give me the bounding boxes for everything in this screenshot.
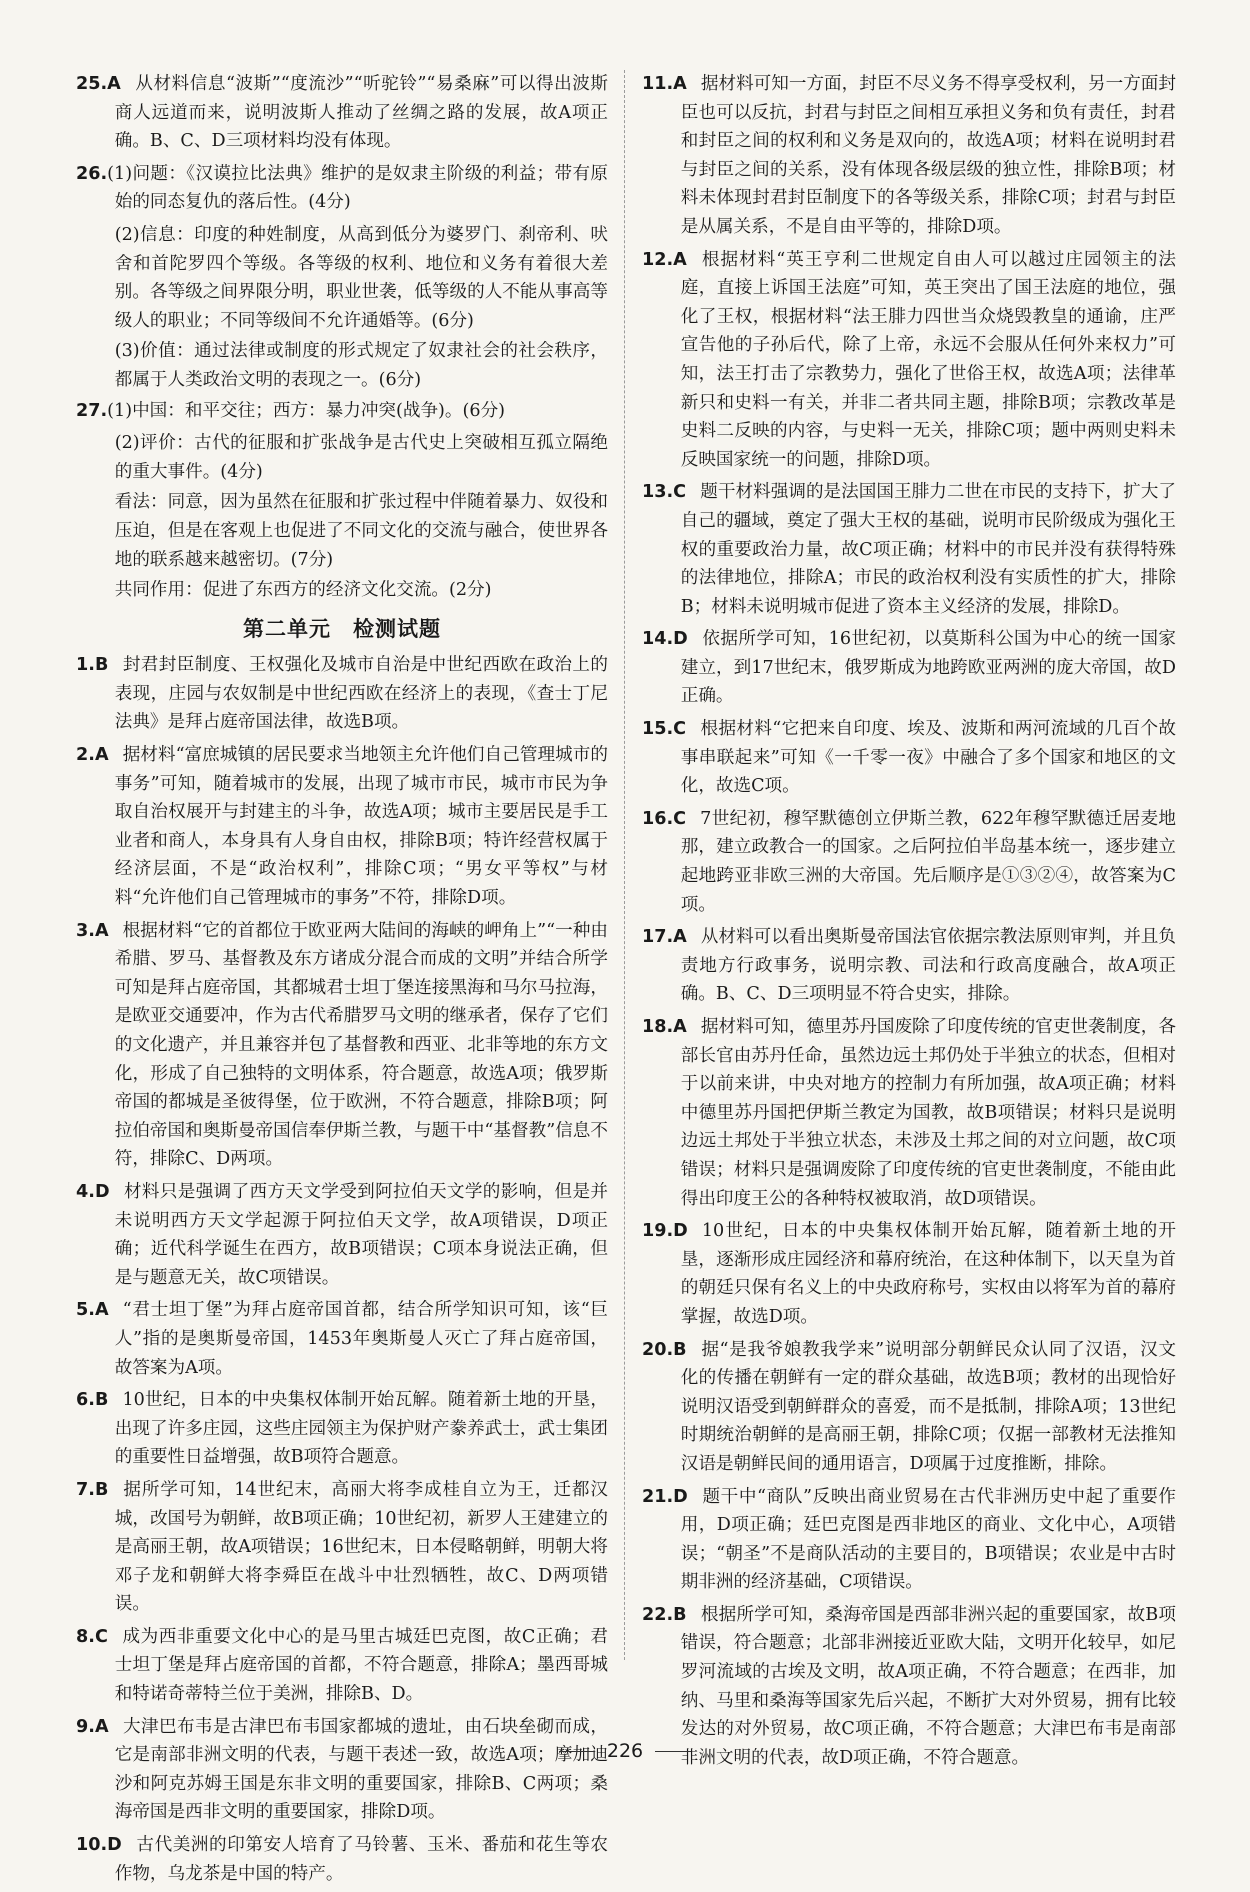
item-number: 13. xyxy=(642,482,674,503)
answer-item xyxy=(76,70,608,156)
item-explanation: 成为西非重要文化中心的是马里古城廷巴克图，故C正确；君士坦丁堡是拜占庭帝国的首都，不符合题意，排除A；墨西哥城和特诺奇蒂特兰位于美洲，排除B、D。 xyxy=(114,1626,608,1705)
item-part: 共同作用：促进了东西方的经济文化交流。(2分) xyxy=(114,580,492,601)
item-number: 6. xyxy=(76,1390,95,1411)
item-number: 20. xyxy=(642,1339,674,1360)
item-number: 21. xyxy=(642,1486,674,1507)
item-answer: C xyxy=(673,482,687,503)
item-number: 5. xyxy=(76,1300,95,1321)
item-part: (2)评价：古代的征服和扩张战争是古代史上突破相互孤立隔绝的重大事件。(4分) xyxy=(114,433,608,482)
answer-item xyxy=(76,917,608,1174)
item-answer: A xyxy=(94,920,109,941)
answer-item xyxy=(76,1476,608,1619)
item-number: 15. xyxy=(642,719,674,740)
answer-item xyxy=(76,741,608,913)
item-part: (1)中国：和平交往；西方：暴力冲突(战争)。(6分) xyxy=(107,400,506,421)
dash-right xyxy=(655,1751,691,1752)
answer-item xyxy=(642,1336,1176,1479)
answer-item xyxy=(76,1296,608,1382)
item-answer: D xyxy=(673,1486,688,1507)
item-number: 16. xyxy=(642,808,674,829)
item-explanation: 题干中“商队”反映出商业贸易在古代非洲历史中起了重要作用，D项正确；廷巴克图是西非地区的商业、文化中心，A项错误；“朝圣”不是商队活动的主要目的，B项错误；农业是中古时期非洲的经济基础，C项错误。 xyxy=(680,1486,1176,1593)
item-explanation: 10世纪，日本的中央集权体制开始瓦解。随着新土地的开垦，出现了许多庄园，这些庄园领主为保护财产豢养武士，武士集团的重要性日益增强，故B项符合题意。 xyxy=(114,1390,608,1468)
item-explanation: 根据所学可知，桑海帝国是西部非洲兴起的重要国家，故B项错误，符合题意；北部非洲接近亚欧大陆，文明开化较早，如尼罗河流域的古埃及文明，故A项正确，不符合题意；在西非，加纳、马里和桑海等国家先后兴起，不断扩大对外贸易，拥有比较发达的对外贸易，故C项正确，不符合题意；大津巴布韦是南部非洲文明的代表，故D项正确，不符合题意。 xyxy=(680,1604,1176,1768)
answer-item xyxy=(76,1831,608,1888)
item-number: 12. xyxy=(642,249,674,270)
answer-item xyxy=(642,625,1176,711)
item-number: 1. xyxy=(76,655,95,676)
page-number-text: 226 xyxy=(606,1740,644,1762)
answer-item xyxy=(642,1013,1176,1213)
answer-item xyxy=(76,1178,608,1292)
dash-left xyxy=(559,1751,595,1752)
item-answer: B xyxy=(94,655,109,676)
item-number: 17. xyxy=(642,927,674,948)
answer-item xyxy=(642,246,1176,475)
item-explanation: 材料只是强调了西方天文学受到阿拉伯天文学的影响，但是并未说明西方天文学起源于阿拉伯天文学，故A项错误，D项正确；近代科学诞生在西方，故B项错误；C项本身说法正确，但是与题意无关，故C项错误。 xyxy=(114,1181,608,1288)
left-column xyxy=(76,70,608,1892)
item-number: 14. xyxy=(642,629,674,650)
answer-item xyxy=(76,1623,608,1709)
item-answer: D xyxy=(94,1181,110,1202)
item-explanation: 10世纪，日本的中央集权体制开始瓦解，随着新土地的开垦，逐渐形成庄园经济和幕府统治，在这种体制下，以天皇为首的朝廷只保有名义上的中央政府称号，实权由以将军为首的幕府掌握，故选D项。 xyxy=(680,1221,1176,1327)
item-answer: A xyxy=(673,1017,687,1037)
item-number: 10. xyxy=(76,1835,108,1856)
item-answer: A xyxy=(673,927,687,948)
item-answer: A xyxy=(107,74,121,94)
item-answer: A xyxy=(673,74,687,94)
item-answer: D xyxy=(107,1835,122,1856)
item-number: 3. xyxy=(76,920,95,941)
item-explanation: 题干材料强调的是法国国王腓力二世在市民的支持下，扩大了自己的疆域，奠定了强大王权的基础，说明市民阶级成为强化王权的重要政治力量，故C项正确；材料中的市民并没有获得特殊的法律地位，排除A；市民的政治权利没有实质性的扩大，排除B；材料未说明城市促进了资本主义经济的发展，排除D。 xyxy=(680,482,1176,617)
column-divider xyxy=(624,70,625,1660)
item-number: 9. xyxy=(76,1716,95,1737)
answer-item-q27 xyxy=(76,397,608,426)
item-answer: C xyxy=(673,808,687,829)
answer-item xyxy=(642,805,1176,919)
item-number: 22. xyxy=(642,1604,674,1625)
item-answer: A xyxy=(94,1300,109,1321)
item-explanation: 据材料可知一方面，封臣不尽义务不得享受权利，另一方面封臣也可以反抗，封君与封臣之间相互承担义务和负有责任，封君和封臣之间的权利和义务是双向的，故选A项；材料在说明封君与封臣之间的关系，没有体现各级层级的独立性，排除B项；材料未体现封君封臣制度下的各等级关系，排除C项；封君与封臣是从属关系，不是自由平等的，排除D项。 xyxy=(680,74,1176,237)
item-number: 25. xyxy=(76,74,108,94)
item-answer: A xyxy=(673,249,687,270)
item-answer: C xyxy=(673,719,687,740)
item-number: 4. xyxy=(76,1181,95,1202)
item-answer: A xyxy=(94,745,109,766)
item-number: 2. xyxy=(76,745,95,766)
item-explanation: 大津巴布韦是古津巴布韦国家都城的遗址，由石块垒砌而成，它是南部非洲文明的代表，与题干表述一致，故选A项；摩加迪沙和阿克苏姆王国是东非文明的重要国家，排除B、C两项；桑海帝国是西非文明的重要国家，排除D项。 xyxy=(114,1716,608,1823)
item-explanation: 根据材料“英王亨利二世规定自由人可以越过庄园领主的法庭，直接上诉国王法庭”可知，英王突出了国王法庭的地位，强化了王权，根据材料“法王腓力四世当众烧毁教皇的通谕，庄严宣告他的子孙后代，除了上帝，永远不会服从任何外来权力”可知，法王打击了宗教势力，强化了世俗王权，故选A项；法律革新只和史料一有关，并非二者共同主题，排除B项；宗教改革是史料二反映的内容，与史料一无关，排除C项；题中两则史料未反映国家统一的问题，排除D项。 xyxy=(680,249,1176,470)
item-explanation: 依据所学可知，16世纪初，以莫斯科公国为中心的统一国家建立，到17世纪末，俄罗斯成为地跨欧亚两洲的庞大帝国，故D正确。 xyxy=(680,629,1176,707)
item-answer: B xyxy=(673,1339,687,1360)
item-answer: D xyxy=(673,1221,688,1242)
item-explanation: 据所学可知，14世纪末，高丽大将李成桂自立为王，迁都汉城，改国号为朝鲜，故B项正确；10世纪初，新罗人王建建立的是高丽王朝，故A项错误；16世纪末，日本侵略朝鲜，明朝大将邓子龙和朝鲜大将李舜臣在战斗中壮烈牺牲，故C、D两项错误。 xyxy=(114,1479,608,1615)
answer-item-q26 xyxy=(76,160,608,217)
answer-item xyxy=(642,70,1176,242)
item-answer: D xyxy=(673,629,688,650)
item-part: (2)信息：印度的种姓制度，从高到低分为婆罗门、刹帝利、吠舍和首陀罗四个等级。各等级的权利、地位和义务有着很大差别。各等级之间界限分明，职业世袭，低等级的人不能从事高等级人的职业；不同等级间不允许通婚等。(6分) xyxy=(114,224,608,331)
item-explanation: 根据材料“它把来自印度、埃及、波斯和两河流域的几百个故事串联起来”可知《一千零一夜》中融合了多个国家和地区的文化，故选C项。 xyxy=(680,719,1176,797)
item-answer: B xyxy=(94,1479,109,1500)
item-explanation: 从材料信息“波斯”“度流沙”“听驼铃”“易桑麻”可以得出波斯商人远道而来，说明波斯人推动了丝绸之路的发展，故A项正确。B、C、D三项材料均没有体现。 xyxy=(114,74,608,152)
section-title: 第二单元 检测试题 xyxy=(243,616,441,641)
item-explanation: 古代美洲的印第安人培育了马铃薯、玉米、番茄和花生等农作物，乌龙茶是中国的特产。 xyxy=(114,1835,608,1884)
item-explanation: 从材料可以看出奥斯曼帝国法官依据宗教法原则审判，并且负责地方行政事务，说明宗教、司法和行政高度融合，故A项正确。B、C、D三项明显不符合史实，排除。 xyxy=(680,927,1176,1005)
item-number: 8. xyxy=(76,1626,95,1647)
item-answer: C xyxy=(94,1626,108,1647)
item-number: 26. xyxy=(76,163,108,184)
answer-item xyxy=(76,1386,608,1472)
item-explanation: 7世纪初，穆罕默德创立伊斯兰教，622年穆罕默德迁居麦地那，建立政教合一的国家。之后阿拉伯半岛基本统一，逐步建立起地跨亚非欧三洲的大帝国。先后顺序是①③②④，故答案为C项。 xyxy=(680,808,1176,915)
item-number: 18. xyxy=(642,1017,674,1037)
item-explanation: 据材料“富庶城镇的居民要求当地领主允许他们自己管理城市的事务”可知，随着城市的发展，出现了城市市民，城市市民为争取自治权展开与封建主的斗争，故选A项；城市主要居民是手工业者和商人，本身具有人身自由权，排除B项；特许经营权属于经济层面，不是“政治权利”，排除C项；“男女平等权”与材料“允许他们自己管理城市的事务”不符，排除D项。 xyxy=(114,745,608,909)
item-number: 11. xyxy=(642,74,674,94)
item-part: (3)价值：通过法律或制度的形式规定了奴隶社会的社会秩序，都属于人类政治文明的表现之一。(6分) xyxy=(114,341,608,390)
item-answer: B xyxy=(673,1604,687,1625)
item-explanation: 根据材料“它的首都位于欧亚两大陆间的海峡的岬角上”“一种由希腊、罗马、基督教及东方诸成分混合而成的文明”并结合所学可知是拜占庭帝国，其都城君士坦丁堡连接黑海和马尔马拉海，是欧亚交通要冲，作为古代希腊罗马文明的继承者，保存了它们的文化遗产，并且兼容并包了基督教和西亚、北非等地的东方文化，形成了自己独特的文明体系，符合题意，故选A项；俄罗斯帝国的都城是圣彼得堡，位于欧洲，不符合题意，排除B项；阿拉伯帝国和奥斯曼帝国信奉伊斯兰教，与题干中“基督教”信息不符，排除C、D两项。 xyxy=(114,920,608,1170)
answer-item xyxy=(642,478,1176,621)
answer-item xyxy=(76,1713,608,1827)
answer-item xyxy=(642,1483,1176,1597)
answer-item xyxy=(642,715,1176,801)
item-part: (1)问题：《汉谟拉比法典》维护的是奴隶主阶级的利益；带有原始的同态复仇的落后性。(4分) xyxy=(107,163,608,213)
item-explanation: “君士坦丁堡”为拜占庭帝国首都，结合所学知识可知，该“巨人”指的是奥斯曼帝国，1453年奥斯曼人灭亡了拜占庭帝国，故答案为A项。 xyxy=(114,1300,608,1378)
item-explanation: 封君封臣制度、王权强化及城市自治是中世纪西欧在政治上的表现，庄园与农奴制是中世纪西欧在经济上的表现，《查士丁尼法典》是拜占庭帝国法律，故选B项。 xyxy=(114,655,608,733)
answer-item xyxy=(642,1217,1176,1331)
item-part: 看法：同意，因为虽然在征服和扩张过程中伴随着暴力、奴役和压迫，但是在客观上也促进了不同文化的交流与融合，使世界各地的联系越来越密切。(7分) xyxy=(114,492,608,570)
item-answer: B xyxy=(94,1390,109,1411)
item-answer: A xyxy=(94,1716,109,1737)
item-number: 19. xyxy=(642,1221,674,1242)
item-explanation: 据材料可知，德里苏丹国废除了印度传统的官吏世袭制度，各部长官由苏丹任命，虽然边远土邦仍处于半独立的状态，但相对于以前来讲，中央对地方的控制力有所加强，故A项正确；材料中德里苏丹国把伊斯兰教定为国教，故B项错误；材料只是说明边远土邦处于半独立状态，未涉及土邦之间的对立问题，故C项错误；材料只是强调废除了印度传统的官吏世袭制度，不能由此得出印度王公的各种特权被取消，故D项错误。 xyxy=(680,1017,1176,1209)
item-explanation: 据“是我爷娘教我学来”说明部分朝鲜民众认同了汉语，汉文化的传播在朝鲜有一定的群众基础，故选B项；教材的出现恰好说明汉语受到朝鲜群众的喜爱，而不是抵制，排除A项；13世纪时期统治朝鲜的是高丽王朝，排除C项；仅据一部教材无法推知汉语是朝鲜民间的通用语言，D项属于过度推断，排除。 xyxy=(680,1339,1176,1474)
item-number: 27. xyxy=(76,400,108,421)
page-number xyxy=(0,1740,1250,1762)
item-number: 7. xyxy=(76,1479,95,1500)
right-column xyxy=(642,70,1176,1776)
answer-item xyxy=(76,651,608,737)
answer-item xyxy=(642,923,1176,1009)
